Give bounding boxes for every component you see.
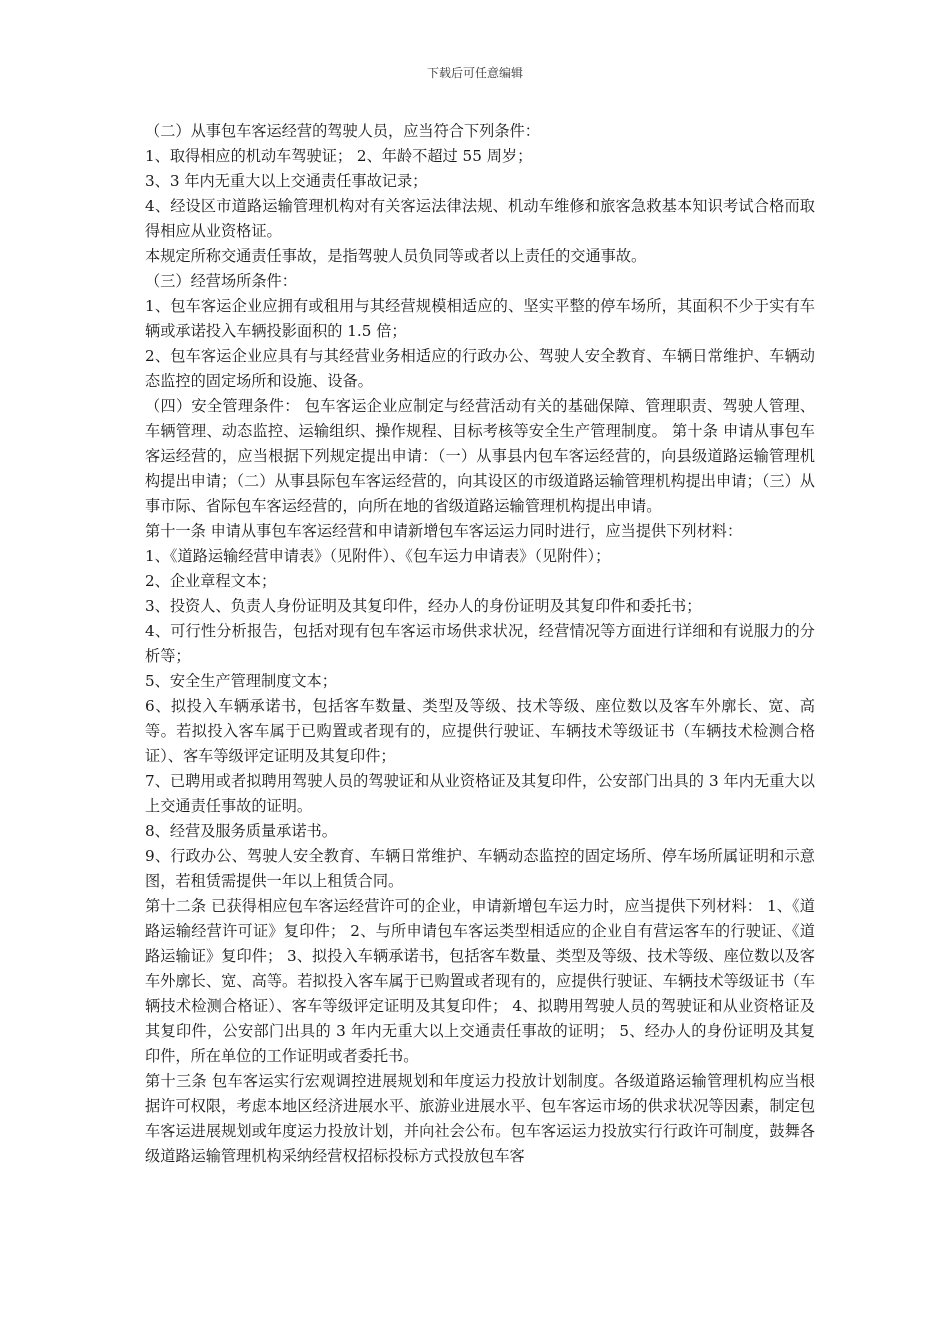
paragraph: 本规定所称交通责任事故，是指驾驶人员负同等或者以上责任的交通事故。 xyxy=(145,247,647,265)
paragraph: 4、可行性分析报告，包括对现有包车客运市场供求状况，经营情况等方面进行详细和有说服力的分析等； xyxy=(145,622,815,665)
paragraph: 1、《道路运输经营申请表》（见附件）、《包车运力申请表》（见附件）； xyxy=(145,547,611,565)
paragraph: 4、经设区市道路运输管理机构对有关客运法律法规、机动车维修和旅客急救基本知识考试合格而取得相应从业资格证。 xyxy=(145,197,815,240)
paragraph: （四）安全管理条件： 包车客运企业应制定与经营活动有关的基础保障、管理职责、驾驶人管理、车辆管理、动态监控、运输组织、操作规程、目标考核等安全生产管理制度。 第十条 申请从事包车客运经营的，应当根据下列规定提出申请：（一）从事县内包车客运经营的，向县级道路运输管理机构提出申请；（二）从事县际包车客运经营的，向其设区的市级道路运输管理机构提出申请；（三）从事市际、省际包车客运经营的，向所在地的省级道路运输管理机构提出申请。 xyxy=(145,397,815,515)
document-body xyxy=(145,119,815,1169)
paragraph: 1、包车客运企业应拥有或租用与其经营规模相适应的、坚实平整的停车场所，其面积不少于实有车辆或承诺投入车辆投影面积的 1.5 倍； xyxy=(145,297,815,340)
paragraph: 6、拟投入车辆承诺书，包括客车数量、类型及等级、技术等级、座位数以及客车外廓长、宽、高等。若拟投入客车属于已购置或者现有的，应提供行驶证、车辆技术等级证书（车辆技术检测合格证）、客车等级评定证明及其复印件； xyxy=(145,697,815,765)
paragraph: 1、取得相应的机动车驾驶证； 2、年龄不超过 55 周岁； xyxy=(145,147,533,165)
paragraph: 2、包车客运企业应具有与其经营业务相适应的行政办公、驾驶人安全教育、车辆日常维护、车辆动态监控的固定场所和设施、设备。 xyxy=(145,347,815,390)
paragraph: （二）从事包车客运经营的驾驶人员，应当符合下列条件： xyxy=(145,122,540,140)
paragraph: 第十一条 申请从事包车客运经营和申请新增包车客运运力同时进行，应当提供下列材料： xyxy=(145,522,743,540)
paragraph: 3、投资人、负责人身份证明及其复印件，经办人的身份证明及其复印件和委托书； xyxy=(145,597,702,615)
paragraph: 8、经营及服务质量承诺书。 xyxy=(145,822,337,840)
paragraph: 9、行政办公、驾驶人安全教育、车辆日常维护、车辆动态监控的固定场所、停车场所属证明和示意图，若租赁需提供一年以上租赁合同。 xyxy=(145,847,815,890)
paragraph: 7、已聘用或者拟聘用驾驶人员的驾驶证和从业资格证及其复印件，公安部门出具的 3 年内无重大以上交通责任事故的证明。 xyxy=(145,772,815,815)
paragraph: 第十二条 已获得相应包车客运经营许可的企业，申请新增包车运力时，应当提供下列材料： 1、《道路运输经营许可证》复印件； 2、与所申请包车客运类型相适应的企业自有营运客车的行驶证、《道路运输证》复印件； 3、拟投入车辆承诺书，包括客车数量、类型及等级、技术等级、座位数以及客车外廓长、宽、高等。若拟投入客车属于已购置或者现有的，应提供行驶证、车辆技术等级证书（车辆技术检测合格证）、客车等级评定证明及其复印件； 4、拟聘用驾驶人员的驾驶证和从业资格证及其复印件，公安部门出具的 3 年内无重大以上交通责任事故的证明； 5、经办人的身份证明及其复印件，所在单位的工作证明或者委托书。 xyxy=(145,897,815,1065)
paragraph: 第十三条 包车客运实行宏观调控进展规划和年度运力投放计划制度。各级道路运输管理机构应当根据许可权限，考虑本地区经济进展水平、旅游业进展水平、包车客运市场的供求状况等因素，制定包车客运进展规划或年度运力投放计划，并向社会公布。包车客运运力投放实行行政许可制度，鼓舞各级道路运输管理机构采纳经营权招标投标方式投放包车客 xyxy=(145,1072,815,1165)
page-header: 下载后可任意编辑 xyxy=(426,66,523,80)
paragraph: 5、安全生产管理制度文本； xyxy=(145,672,337,690)
paragraph: 2、企业章程文本； xyxy=(145,572,277,590)
paragraph: （三）经营场所条件： xyxy=(145,272,297,290)
paragraph: 3、3 年内无重大以上交通责任事故记录； xyxy=(145,172,428,190)
